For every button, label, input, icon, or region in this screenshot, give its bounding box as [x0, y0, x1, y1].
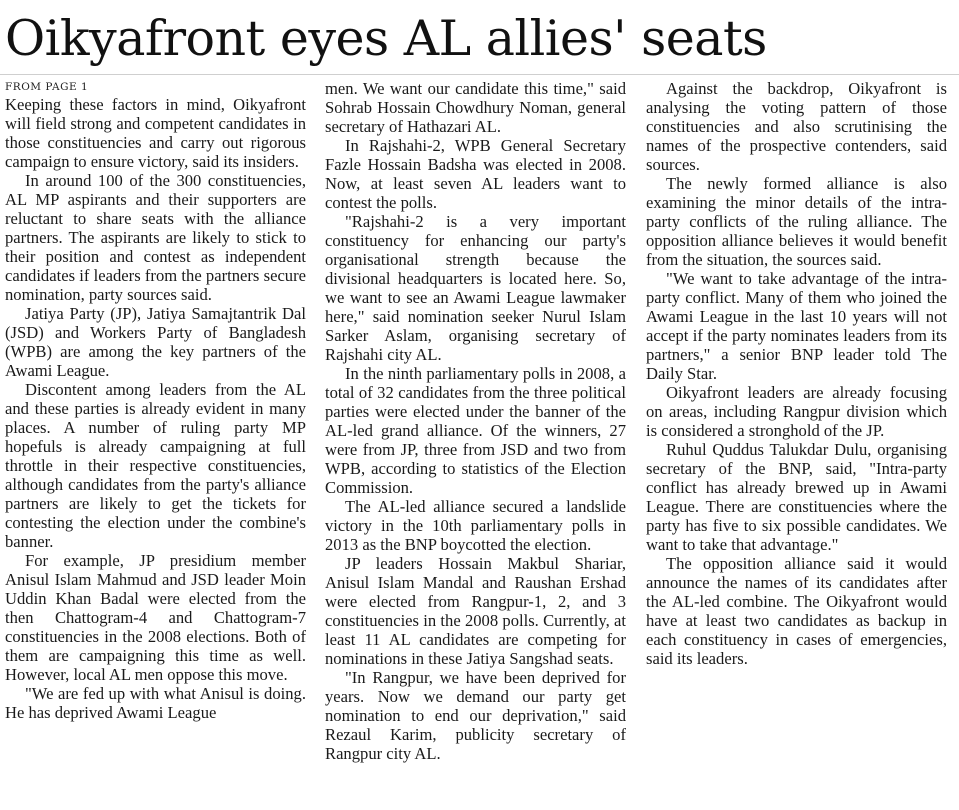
article-paragraph: "Rajshahi-2 is a very important constituency for enhancing our party's organisational strength because the divisional headquarters is located here. So, we want to see an Awami League lawmaker here," said nomination seeker Nurul Islam Sarker Aslam, organising secretary of Rajshahi city AL.: [325, 212, 626, 364]
article-paragraph: The newly formed alliance is also examining the minor details of the intra-party conflicts of the ruling alliance. The opposition alliance believes it would benefit from the situation, the sources said.: [646, 174, 947, 269]
article-paragraph: In Rajshahi-2, WPB General Secretary Fazle Hossain Badsha was elected in 2008. Now, at least seven AL leaders want to contest the polls.: [325, 136, 626, 212]
article-paragraph: Jatiya Party (JP), Jatiya Samajtantrik Dal (JSD) and Workers Party of Bangladesh (WPB) are among the key partners of the Awami League.: [5, 304, 306, 380]
article-paragraph: Keeping these factors in mind, Oikyafront will field strong and competent candidates in those constituencies and carry out rigorous campaign to ensure victory, said its insiders.: [5, 95, 306, 171]
article-paragraph: In around 100 of the 300 constituencies, AL MP aspirants and their supporters are reluctant to share seats with the alliance partners. The aspirants are likely to stick to their position and contest as independent candidates if leaders from the partners secure nomination, party sources said.: [5, 171, 306, 304]
article-paragraph: Oikyafront leaders are already focusing on areas, including Rangpur division which is considered a stronghold of the JP.: [646, 383, 947, 440]
headline: Oikyafront eyes AL allies' seats: [5, 10, 767, 67]
article-paragraph: Against the backdrop, Oikyafront is analysing the voting pattern of those constituencies and also scrutinising the names of the prospective contenders, said sources.: [646, 79, 947, 174]
article-paragraph: men. We want our candidate this time," said Sohrab Hossain Chowdhury Noman, general secretary of Hathazari AL.: [325, 79, 626, 136]
article-column-2: [325, 79, 626, 807]
article-paragraph: The AL-led alliance secured a landslide victory in the 10th parliamentary polls in 2013 as the BNP boycotted the election.: [325, 497, 626, 554]
article-paragraph: The opposition alliance said it would announce the names of its candidates after the AL-led combine. The Oikyafront would have at least two candidates as backup in each constituency in cases of emergencies, said its leaders.: [646, 554, 947, 668]
article-paragraph: Discontent among leaders from the AL and these parties is already evident in many places. A number of ruling party MP hopefuls is already campaigning at full throttle in their respective constituencies, although candidates from the party's alliance partners are likely to get the tickets for contesting the election under the combine's banner.: [5, 380, 306, 551]
article-paragraph: "In Rangpur, we have been deprived for years. Now we demand our party get nomination to end our deprivation," said Rezaul Karim, publicity secretary of Rangpur city AL.: [325, 668, 626, 763]
article-column-1: [5, 79, 306, 807]
article-paragraph: For example, JP presidium member Anisul Islam Mahmud and JSD leader Moin Uddin Khan Badal were elected from the then Chattogram-4 and Chattogram-7 constituencies in the 2008 elections. Both of them are campaigning this time as well. However, local AL men oppose this move.: [5, 551, 306, 684]
article-paragraph: "We want to take advantage of the intra-party conflict. Many of them who joined the Awami League in the last 10 years will not accept if the party nominates leaders from its partners," a senior BNP leader told The Daily Star.: [646, 269, 947, 383]
article-paragraph: "We are fed up with what Anisul is doing. He has deprived Awami League: [5, 684, 306, 722]
continuation-kicker: FROM PAGE 1: [5, 81, 89, 93]
article-paragraph: In the ninth parliamentary polls in 2008, a total of 32 candidates from the three political parties were elected under the banner of the AL-led grand alliance. Of the winners, 27 were from JP, three from JSD and two from WPB, according to statistics of the Election Commission.: [325, 364, 626, 497]
headline-divider: [0, 74, 959, 75]
article-column-3: [646, 79, 947, 807]
article-paragraph: JP leaders Hossain Makbul Shariar, Anisul Islam Mandal and Raushan Ershad were elected from Rangpur-1, 2, and 3 constituencies in the 2008 polls. Currently, at least 11 AL candidates are competing for nominations in these Jatiya Sangshad seats.: [325, 554, 626, 668]
article-paragraph: Ruhul Quddus Talukdar Dulu, organising secretary of the BNP, said, "Intra-party conflict has already brewed up in Awami League. There are constituencies where the party has five to six possible candidates. We want to take that advantage.": [646, 440, 947, 554]
